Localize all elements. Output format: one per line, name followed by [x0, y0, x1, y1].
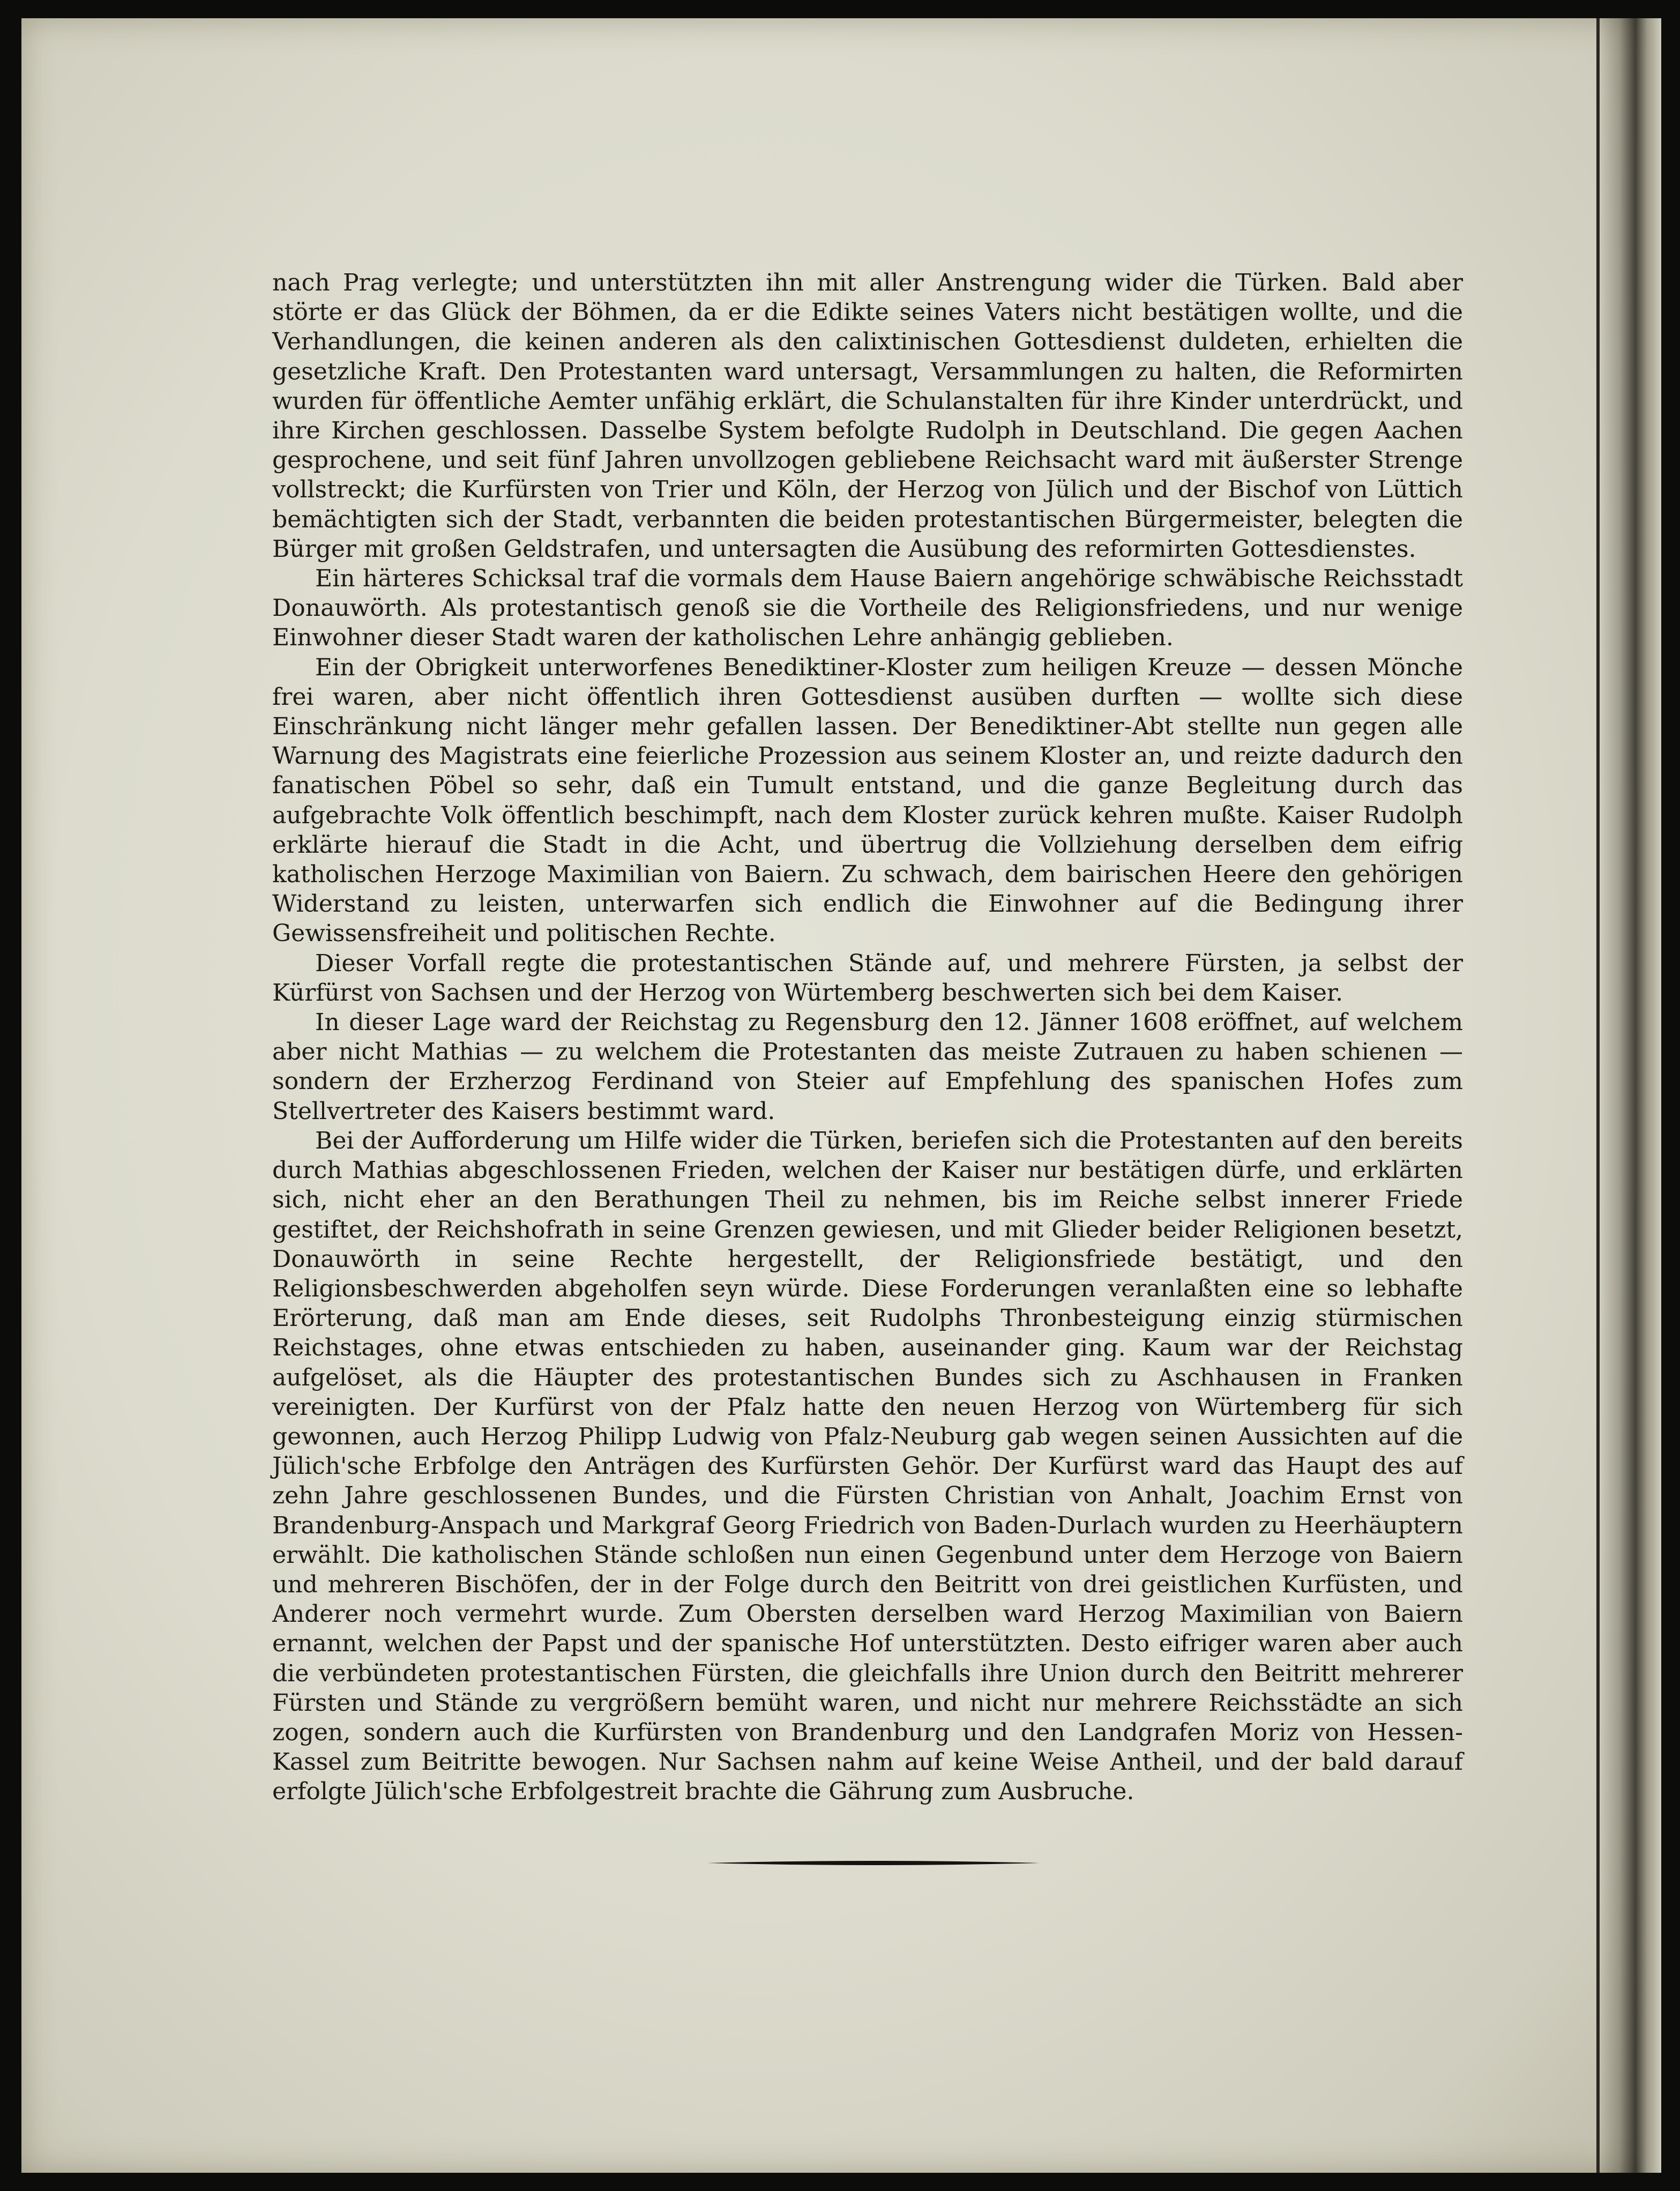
paragraph-1: nach Prag verlegte; und unterstützten ihn mit aller Anstrengung wider die Türken. Bald aber störte er das Glück der Böhmen, da er die Edikte seines Vaters nicht bestätigen wollte, und die Verhandlungen, die keinen anderen als den calixtinischen Gottesdienst duldeten, erhielten die gesetzliche Kraft. Den Protestanten ward untersagt, Versammlungen zu halten, die Reformirten wurden für öffentliche Aemter unfähig erklärt, die Schulanstalten für ihre Kinder unterdrückt, und ihre Kirchen geschlossen. Dasselbe System befolgte Rudolph in Deutschland. Die gegen Aachen gesprochene, und seit fünf Jahren unvollzogen gebliebene Reichsacht ward mit äußerster Strenge vollstreckt; die Kurfürsten von Trier und Köln, der Herzog von Jülich und der Bischof von Lüttich bemächtigten sich der Stadt, verbannten die beiden protestantischen Bürgermeister, belegten die Bürger mit großen Geldstrafen, und untersagten die Ausübung des reformirten Gottesdienstes. — [272, 269, 1463, 563]
paragraph-3: Ein der Obrigkeit unterworfenes Benediktiner-Kloster zum heiligen Kreuze — dessen Mönche frei waren, aber nicht öffentlich ihren Gottesdienst ausüben durften — wollte sich diese Einschränkung nicht länger mehr gefallen lassen. Der Benediktiner-Abt stellte nun gegen alle Warnung des Magistrats eine feierliche Prozession aus seinem Kloster an, und reizte dadurch den fanatischen Pöbel so sehr, daß ein Tumult entstand, und die ganze Begleitung durch das aufgebrachte Volk öffentlich beschimpft, nach dem Kloster zurück kehren mußte. Kaiser Rudolph erklärte hierauf die Stadt in die Acht, und übertrug die Vollziehung derselben dem eifrig katholischen Herzoge Maximilian von Baiern. Zu schwach, dem bairischen Heere den gehörigen Widerstand zu leisten, unterwarfen sich endlich die Einwohner auf die Bedingung ihrer Gewissensfreiheit und politischen Rechte. — [272, 653, 1463, 948]
paragraph-2: Ein härteres Schicksal traf die vormals dem Hause Baiern angehörige schwäbische Reichsstadt Donauwörth. Als protestantisch genoß sie die Vortheile des Religionsfriedens, und nur wenige Einwohner dieser Stadt waren der katholischen Lehre anhängig geblieben. — [272, 565, 1463, 652]
paragraph-5: In dieser Lage ward der Reichstag zu Regensburg den 12. Jänner 1608 eröffnet, auf welchem aber nicht Mathias — zu welchem die Protestanten das meiste Zutrauen zu haben schienen — sondern der Erzherzog Ferdinand von Steier auf Empfehlung des spanischen Hofes zum Stellvertreter des Kaisers bestimmt ward. — [272, 1009, 1463, 1125]
book-gutter — [1597, 18, 1661, 2173]
gutter-edge — [1596, 18, 1600, 2173]
body-text — [272, 268, 1463, 1807]
closing-ornament-rule — [707, 1860, 1040, 1866]
paragraph-4: Dieser Vorfall regte die protestantischen Stände auf, und mehrere Fürsten, ja selbst der Kürfürst von Sachsen und der Herzog von Würtemberg beschwerten sich bei dem Kaiser. — [272, 949, 1463, 1007]
paragraph-6: Bei der Aufforderung um Hilfe wider die Türken, beriefen sich die Protestanten auf den bereits durch Mathias abgeschlossenen Frieden, welchen der Kaiser nur bestätigen dürfe, und erklärten sich, nicht eher an den Berathungen Theil zu nehmen, bis im Reiche selbst innerer Friede gestiftet, der Reichshofrath in seine Grenzen gewiesen, und mit Glieder beider Religionen besetzt, Donauwörth in seine Rechte hergestellt, der Religionsfriede bestätigt, und den Religionsbeschwerden abgeholfen seyn würde. Diese Forderungen veranlaßten eine so lebhafte Erörterung, daß man am Ende dieses, seit Rudolphs Thronbesteigung einzig stürmischen Reichstages, ohne etwas entschieden zu haben, auseinander ging. Kaum war der Reichstag aufgelöset, als die Häupter des protestantischen Bundes sich zu Aschhausen in Franken vereinigten. Der Kurfürst von der Pfalz hatte den neuen Herzog von Würtemberg für sich gewonnen, auch Herzog Philipp Ludwig von Pfalz-Neuburg gab wegen seinen Aussichten auf die Jülich'sche Erbfolge den Anträgen des Kurfürsten Gehör. Der Kurfürst ward das Haupt des auf zehn Jahre geschlossenen Bundes, und die Fürsten Christian von Anhalt, Joachim Ernst von Brandenburg-Anspach und Markgraf Georg Friedrich von Baden-Durlach wurden zu Heerhäuptern erwählt. Die katholischen Stände schloßen nun einen Gegenbund unter dem Herzoge von Baiern und mehreren Bischöfen, der in der Folge durch den Beitritt von drei geistlichen Kurfüsten, und Anderer noch vermehrt wurde. Zum Obersten derselben ward Herzog Maximilian von Baiern ernannt, welchen der Papst und der spanische Hof unterstützten. Desto eifriger waren aber auch die verbündeten protestantischen Fürsten, die gleichfalls ihre Union durch den Beitritt mehrerer Fürsten und Stände zu vergrößern bemüht waren, und nicht nur mehrere Reichsstädte an sich zogen, sondern auch die Kurfürsten von Brandenburg und den Landgrafen Moriz von Hessen-Kassel zum Beitritte bewogen. Nur Sachsen nahm auf keine Weise Antheil, und der bald darauf erfolgte Jülich'sche Erbfolgestreit brachte die Gährung zum Ausbruche. — [272, 1127, 1463, 1806]
